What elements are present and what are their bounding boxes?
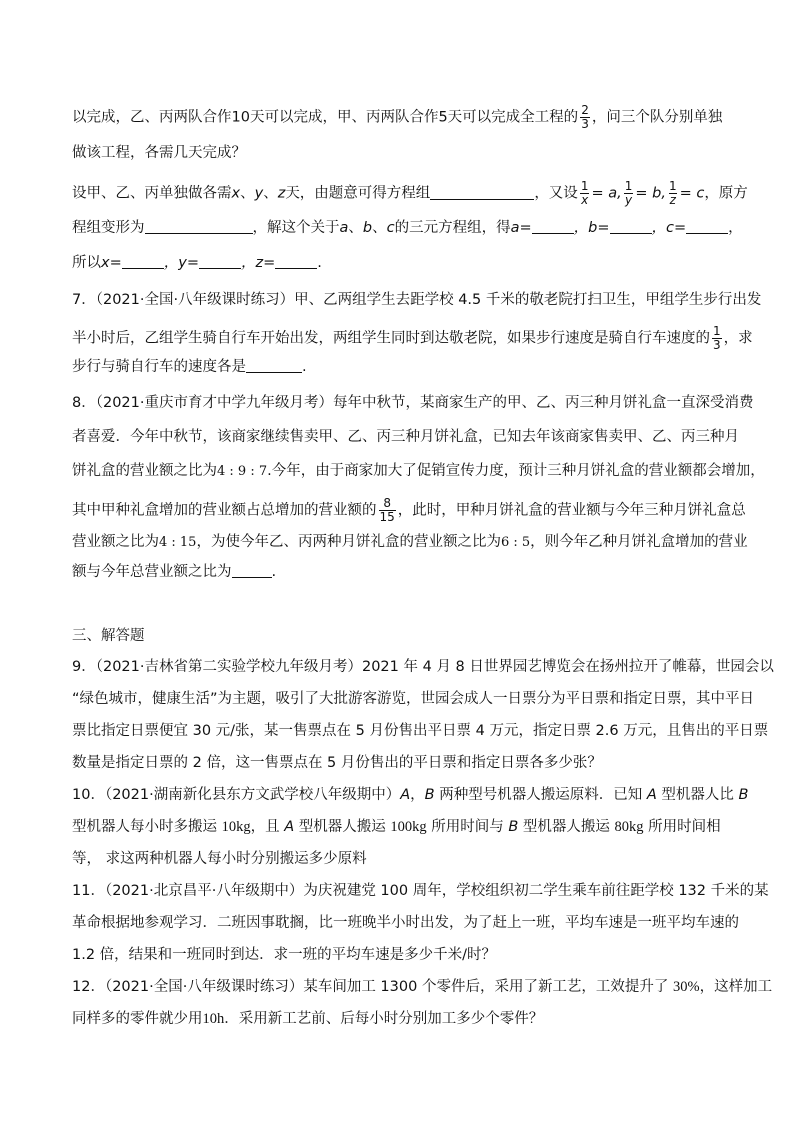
p10-text: 两种型号机器人搬运原料．已知	[434, 787, 647, 803]
fraction-1-y	[624, 180, 634, 207]
p10-text: 10．（2021·湖南新化县东方文武学校八年级期中）	[72, 787, 401, 803]
p12-line2	[72, 1009, 732, 1029]
p7-text: 7．（2021·全国·八年级课时练习）甲、乙两组学生去距学校 4.5 千米的敬老院打扫卫生，甲组学生步行出发	[72, 292, 762, 308]
var-B: B	[508, 819, 519, 835]
p7-text: 半小时后，乙组学生骑自行车开始出发，两组学生同时到达敬老院，如果步行速度是骑自行车速度的	[72, 330, 710, 347]
fraction-denominator: 3	[581, 117, 589, 131]
ratio-4-9-7: 4 : 9 : 7	[217, 464, 268, 479]
p11-line2	[72, 913, 739, 933]
p10-text: 型机器人搬运	[518, 819, 615, 835]
fraction-numerator: 1	[624, 179, 633, 193]
fraction-denominator: z	[669, 193, 676, 207]
p6-text: 所以	[72, 255, 101, 271]
p8-text: 者喜爱．今年中秋节，该商家继续售卖甲、乙、丙三种月饼礼盒，已知去年该商家售卖甲、乙、丙三种月	[72, 429, 739, 445]
p7-line1	[72, 290, 762, 310]
var-a: a	[339, 220, 349, 236]
p8-text: ，此时，甲种月饼礼盒的营业额与今年三种月饼礼盒总	[397, 502, 746, 519]
p10-text: 所用时间与	[426, 819, 509, 835]
p6-text: 做该工程，各需几天完成？	[72, 145, 246, 161]
p10-line2	[72, 817, 732, 837]
p9-text: 数量是指定日票的 2 倍，这一售票点在 5 月份售出的平日票和指定日票各多少张？	[72, 755, 602, 771]
var-A: A	[284, 819, 295, 835]
p9-text: 9．（2021·吉林省第二实验学校九年级月考）2021 年 4 月 8 日世界园艺博览会在扬州拉开了帷幕，世园会以	[72, 659, 774, 675]
p10-line3	[72, 849, 732, 869]
fraction-2-3	[580, 104, 590, 131]
p12-text: ，这样加工	[699, 979, 773, 995]
answer-blank-y[interactable]	[199, 253, 241, 269]
fraction-numerator: 1	[580, 179, 589, 193]
sep: 、	[263, 185, 278, 202]
var-B: B	[424, 787, 435, 803]
p8-line6	[72, 562, 732, 582]
p10-text: 型机器人每小时多搬运	[72, 819, 222, 835]
label-a: a=	[510, 220, 532, 236]
var-b: b	[362, 220, 373, 236]
p6-text: ，解这个关于	[252, 220, 340, 236]
p11-text: 11．（2021·北京昌平·八年级期中）为庆祝建党 100 周年，学校组织初二学生乘车前往距学校 132 千米的某	[72, 883, 769, 899]
label-y: ，y=	[163, 255, 199, 271]
answer-blank-ratio[interactable]	[232, 562, 272, 578]
answer-blank-a[interactable]	[532, 218, 574, 234]
var-A: A	[400, 787, 411, 803]
answer-blank-speeds[interactable]	[246, 357, 302, 373]
p6-line5	[72, 253, 732, 273]
ratio-6-5: 6 : 5	[500, 535, 531, 550]
fraction-denominator: 3	[713, 338, 721, 352]
answer-blank-c[interactable]	[686, 218, 728, 234]
p6-text: 设甲、乙、丙单独做各需	[72, 185, 232, 202]
p8-line4	[72, 496, 746, 524]
sep: 、	[240, 185, 255, 202]
p7-line3	[72, 357, 732, 377]
p6-text: 的三元方程组，得	[394, 220, 511, 236]
p8-text: .	[271, 564, 277, 580]
label-z: ，z=	[240, 255, 276, 271]
p10-text: ，且	[250, 819, 285, 835]
p8-text: 8．（2021·重庆市育才中学九年级月考）每年中秋节，某商家生产的甲、乙、丙三种月饼礼盒一直深受消费	[72, 395, 754, 411]
p7-line2	[72, 324, 753, 352]
section-title: 三、解答题	[72, 628, 145, 644]
p10-line1	[72, 785, 749, 805]
fraction-numerator: 2	[581, 103, 589, 117]
fraction-numerator: 1	[713, 324, 721, 338]
sub-eq-a: = a,	[591, 185, 622, 202]
p10-text: 所用时间相	[643, 819, 721, 835]
p8-text: 营业额之比为	[72, 534, 159, 550]
p8-text: ，则今年乙种月饼礼盒增加的营业	[530, 534, 748, 550]
p7-text: 步行与骑自行车的速度各是	[72, 359, 246, 375]
fraction-1-z	[668, 180, 678, 207]
p9-line4	[72, 753, 732, 773]
var-x: x	[231, 185, 241, 202]
fraction-1-3	[712, 325, 722, 352]
p10-text: 等， 求这两种机器人每小时分别搬运多少原料	[72, 851, 367, 867]
p6-text: .	[317, 255, 322, 271]
p6-text: ，又设	[534, 185, 578, 202]
p6-text: 天，由题意可得方程组	[285, 185, 431, 202]
p8-text: 额与今年总营业额之比为	[72, 564, 232, 580]
p10-text: 型机器人搬运	[294, 819, 391, 835]
var-y: y	[254, 185, 264, 202]
p12-line1	[72, 977, 773, 997]
p6-text: 程组变形为	[72, 220, 145, 236]
label-x: x=	[101, 255, 122, 271]
p12-text: 12．（2021·全国·八年级课时练习）某车间加工 1300 个零件后，采用了新工艺，工效提升了	[72, 979, 674, 995]
p9-line1	[72, 657, 774, 677]
fraction-denominator: 15	[379, 510, 395, 524]
p6-line3	[72, 179, 748, 207]
p11-text: 革命根据地参观学习．二班因事耽搁，比一班晚半小时出发，为了赶上一班，平均车速是一班平均车速的	[72, 915, 739, 931]
p8-text: 饼礼盒的营业额之比为	[72, 463, 217, 479]
ratio-4-15: 4 : 15	[159, 535, 197, 550]
answer-blank-z[interactable]	[275, 253, 317, 269]
p9-line3	[72, 721, 769, 741]
p8-text: ，为使今年乙、丙两种月饼礼盒的营业额之比为	[196, 534, 501, 550]
fraction-numerator: 8	[383, 496, 391, 510]
answer-blank-equation-system[interactable]	[430, 184, 534, 200]
sub-eq-b: = b,	[635, 185, 666, 202]
fraction-8-15	[379, 497, 396, 524]
p6-line4: 程组变形为 ，解这个关于a、b、c的三元方程组，得a= ，b= ，c= ，	[72, 220, 743, 236]
p6-text: ，问三个队分别单独	[591, 109, 723, 126]
p8-line2	[72, 427, 739, 447]
var-A: A	[646, 787, 657, 803]
answer-blank-b[interactable]	[610, 218, 652, 234]
fraction-denominator: y	[624, 193, 633, 207]
fraction-1-x	[580, 180, 590, 207]
fraction-numerator: 1	[668, 179, 677, 193]
p12-text: ．采用新工艺前、后每小时分别加工多少个零件？	[224, 1011, 544, 1027]
p6-text: ，	[728, 220, 743, 236]
percent-30: 30%	[673, 979, 700, 995]
answer-blank-x[interactable]	[122, 253, 164, 269]
mass-10kg: 10kg	[221, 819, 251, 835]
p6-text: 以完成，乙、丙两队合作10天可以完成，甲、丙两队合作5天可以完成全工程的	[72, 109, 579, 126]
hours-10h: 10h	[202, 1011, 225, 1027]
p6-text: ，原方	[704, 185, 748, 202]
p9-line2	[72, 689, 755, 709]
mass-80kg: 80kg	[614, 819, 644, 835]
p8-line1	[72, 393, 754, 413]
p12-text: 同样多的零件就少用	[72, 1011, 203, 1027]
p10-text: 型机器人比	[656, 787, 739, 803]
mass-100kg: 100kg	[390, 819, 427, 835]
p9-text: 票比指定日票便宜 30 元/张，某一售票点在 5 月份售出平日票 4 万元，指定日票 2.6 万元，且售出的平日票	[72, 723, 769, 739]
p9-text: “绿色城市，健康生活”为主题，吸引了大批游客游览，世园会成人一日票分为平日票和指定日票，其中平日	[72, 691, 755, 707]
p7-text: ，求	[723, 330, 753, 347]
answer-blank-transformed-system[interactable]	[145, 218, 253, 234]
p11-text: 1.2 倍，结果和一班同时到达．求一班的平均车速是多少千米/时？	[72, 947, 497, 963]
p8-text: 其中甲种礼盒增加的营业额占总增加的营业额的	[72, 502, 377, 519]
p8-line3	[72, 461, 765, 482]
p10-text: ，	[410, 787, 425, 803]
fraction-denominator: x	[581, 193, 589, 207]
p11-line1	[72, 881, 769, 901]
var-c: c	[386, 220, 395, 236]
label-c: ，c=	[651, 220, 687, 236]
p6-line1	[72, 104, 732, 131]
p8-line5	[72, 532, 748, 553]
p7-text: .	[302, 359, 307, 375]
sub-eq-c: = c	[679, 185, 705, 202]
label-b: ，b=	[573, 220, 610, 236]
p11-line3	[72, 945, 732, 965]
var-z: z	[277, 185, 286, 202]
p6-line2	[72, 143, 732, 163]
p8-text: .今年，由于商家加大了促销宣传力度，预计三种月饼礼盒的营业额都会增加，	[267, 463, 765, 479]
var-B: B	[738, 787, 749, 803]
